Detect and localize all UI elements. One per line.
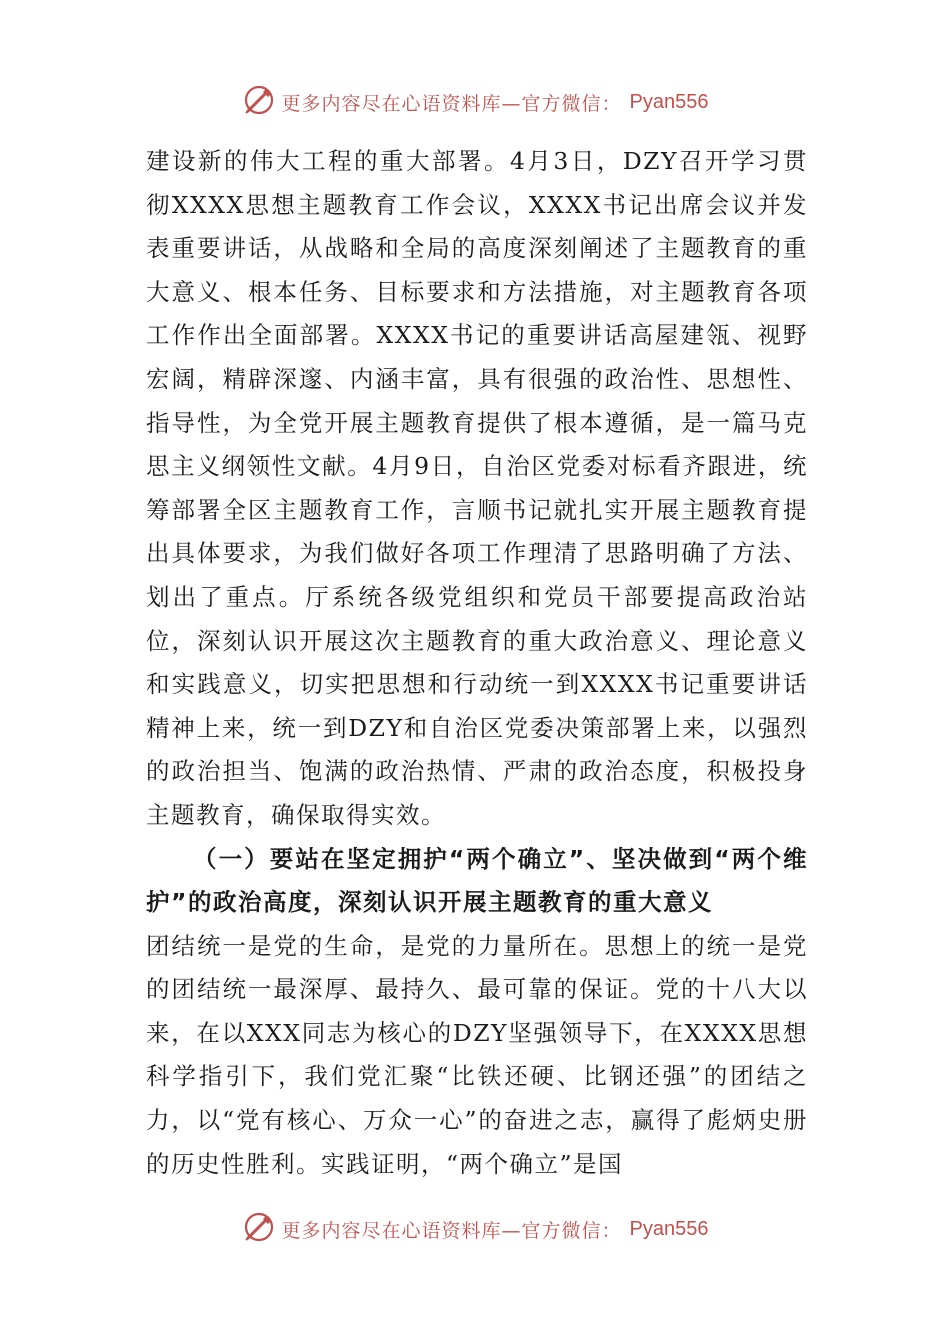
watermark-handle: Pyan556 [629,90,709,113]
watermark-handle: Pyan556 [629,1217,709,1240]
header-watermark [0,82,950,122]
watermark-text: 更多内容尽在心语资料库—官方微信： [281,1219,622,1242]
pen-logo-icon [242,83,276,122]
body-paragraph-1: 建设新的伟大工程的重大部署。4月3日，DZY召开学习贯彻XXXX思想主题教育工作会议，XXXX书记出席会议并发表重要讲话，从战略和全局的高度深刻阐述了主题教育的重大意义、根本任务、目标要求和方法措施，对主题教育各项工作作出全面部署。XXXX书记的重要讲话高屋建瓴、视野宏阔，精辟深邃、内涵丰富，具有很强的政治性、思想性、指导性，为全党开展主题教育提供了根本遵循，是一篇马克思主义纲领性文献。4月9日，自治区党委对标看齐跟进，统筹部署全区主题教育工作，言顺书记就扎实开展主题教育提出具体要求，为我们做好各项工作理清了思路明确了方法、划出了重点。厅系统各级党组织和党员干部要提高政治站位，深刻认识开展这次主题教育的重大政治意义、理论意义和实践意义，切实把思想和行动统一到XXXX书记重要讲话精神上来，统一到DZY和自治区党委决策部署上来，以强烈的政治担当、饱满的政治热情、严肃的政治态度，积极投身主题教育，确保取得实效。 [146,147,808,829]
footer-watermark [0,1209,950,1249]
body-paragraph-2: 团结统一是党的生命，是党的力量所在。思想上的统一是党的团结统一最深厚、最持久、最可靠的保证。党的十八大以来，在以XXX同志为核心的DZY坚强领导下，在XXXX思想科学指引下，我们党汇聚“比铁还硬、比钢还强”的团结之力，以“党有核心、万众一心”的奋进之志，赢得了彪炳史册的历史性胜利。实践证明，“两个确立”是国 [146,931,808,1178]
section-heading-1: （一）要站在坚定拥护“两个确立”、坚决做到“两个维护”的政治高度，深刻认识开展主题教育的重大意义 [146,844,808,917]
document-body [146,140,808,1186]
pen-logo-icon [242,1210,276,1249]
watermark-text: 更多内容尽在心语资料库—官方微信： [281,92,622,115]
